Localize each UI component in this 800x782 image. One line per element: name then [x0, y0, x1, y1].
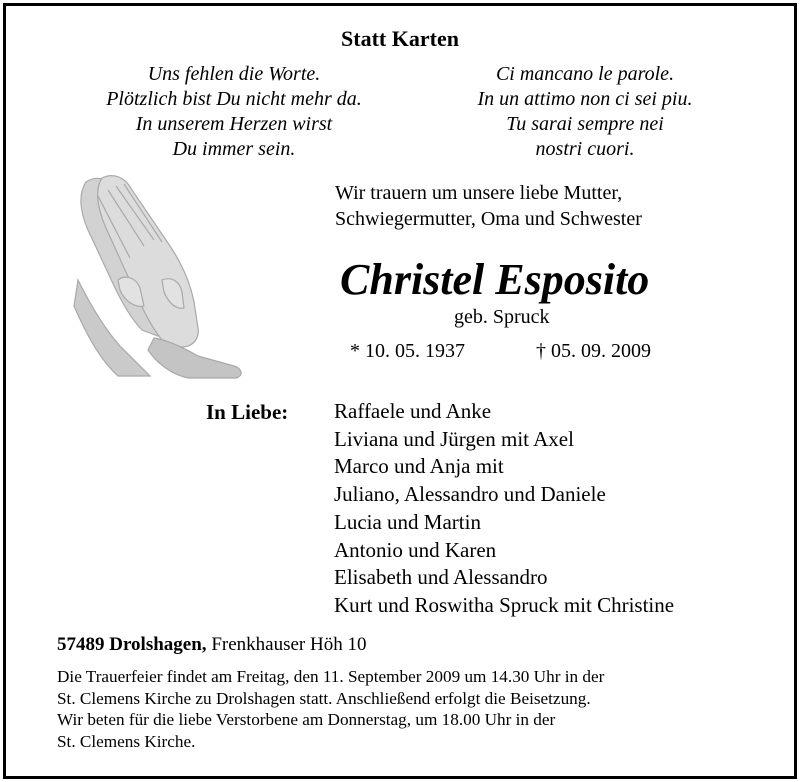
birth-date: * 10. 05. 1937 — [350, 340, 465, 362]
verse-german-line: In unserem Herzen wirst — [135, 113, 333, 135]
verse-german — [64, 62, 404, 162]
verse-italian-line: nostri cuori. — [535, 138, 635, 160]
address-street: Frenkhauser Höh 10 — [211, 634, 367, 655]
list-item: Kurt und Roswitha Spruck mit Christine — [334, 592, 675, 617]
notice-line: Wir beten für die liebe Verstorbene am Donnerstag, um 18.00 Uhr in der — [57, 710, 556, 729]
list-item: Marco und Anja mit — [334, 454, 504, 479]
in-love-label: In Liebe: — [206, 400, 289, 424]
mourners-list — [334, 398, 674, 620]
verse-italian-line: Tu sarai sempre nei — [506, 113, 664, 135]
intro-line: Schwiegermutter, Oma und Schwester — [335, 208, 642, 230]
list-item: Lucia und Martin — [334, 509, 481, 534]
list-item: Elisabeth und Alessandro — [334, 565, 548, 590]
list-item: Liviana und Jürgen mit Axel — [334, 426, 574, 451]
heading: Statt Karten — [341, 26, 459, 51]
address — [57, 634, 366, 656]
list-item: Raffaele und Anke — [334, 399, 492, 423]
address-city: 57489 Drolshagen, — [57, 634, 207, 655]
verse-italian-line: Ci mancano le parole. — [495, 63, 675, 85]
notice-line: Die Trauerfeier findet am Freitag, den 11. September 2009 um 14.30 Uhr in der — [57, 667, 605, 686]
verse-german-line: Uns fehlen die Worte. — [147, 63, 321, 85]
praying-hands-icon — [58, 170, 248, 380]
list-item: Antonio und Karen — [334, 537, 497, 562]
list-item: Juliano, Alessandro und Daniele — [334, 482, 606, 507]
funeral-notice — [57, 666, 604, 752]
verse-italian-line: In un attimo non ci sei piu. — [477, 88, 693, 110]
verse-german-line: Plötzlich bist Du nicht mehr da. — [106, 88, 362, 110]
verse-italian — [415, 62, 755, 162]
maiden-name: geb. Spruck — [454, 306, 550, 328]
intro-line: Wir trauern um unsere liebe Mutter, — [335, 182, 623, 204]
death-date: † 05. 09. 2009 — [536, 340, 651, 362]
notice-line: St. Clemens Kirche zu Drolshagen statt. Anschließend erfolgt die Beisetzung. — [57, 688, 591, 708]
intro-text — [335, 180, 642, 232]
deceased-name: Christel Esposito — [340, 255, 650, 304]
notice-line: St. Clemens Kirche. — [57, 731, 196, 751]
verse-german-line: Du immer sein. — [172, 138, 296, 160]
